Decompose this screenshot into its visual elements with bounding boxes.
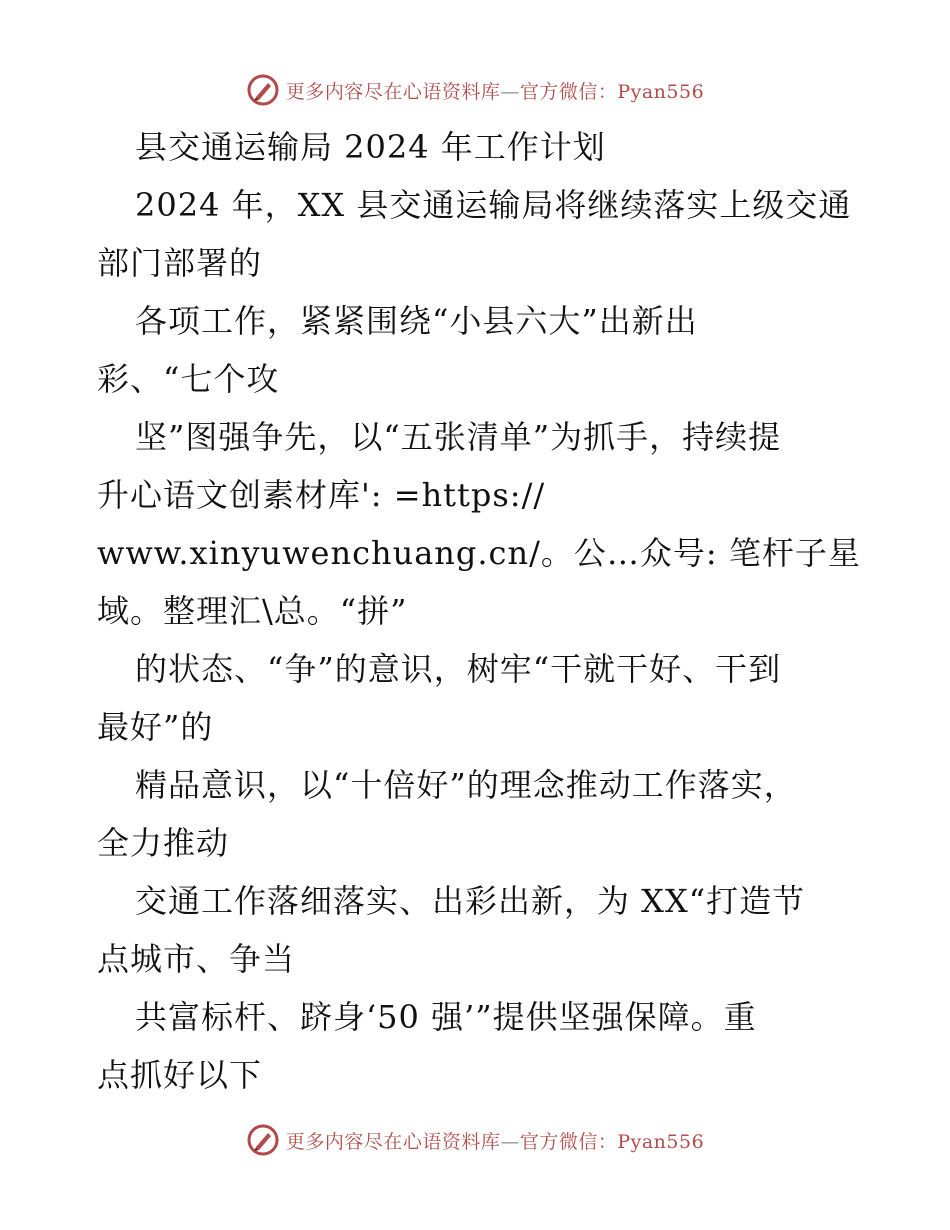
- text-line: 彩、“七个攻: [97, 360, 280, 398]
- watermark-main: 更多内容尽在心语资料库: [285, 1130, 501, 1153]
- pen-logo-icon: [246, 73, 280, 107]
- watermark-dash: —: [500, 1130, 520, 1153]
- watermark-wechat: 官方微信：Pyan556: [519, 1130, 705, 1153]
- text-line: 点城市、争当: [97, 940, 296, 978]
- text-line: 域。整理汇\总。“拼”: [97, 592, 408, 630]
- text-line: 部门部署的: [97, 244, 263, 282]
- pen-logo-icon: [246, 1123, 280, 1157]
- text-line: 全力推动: [97, 824, 230, 862]
- text-line: 共富标杆、跻身‘50 强’”提供坚强保障。重: [135, 998, 757, 1036]
- text-line: 交通工作落细落实、出彩出新，为 XX“打造节: [135, 882, 806, 920]
- text-line: www.xinyuwenchuang.cn/。公…众号: 笔杆子星: [97, 534, 861, 572]
- document-body: [97, 118, 867, 1104]
- text-line: 坚”图强争先，以“五张清单”为抓手，持续提: [135, 418, 782, 456]
- text-line: 最好”的: [97, 708, 214, 746]
- text-line: 点抓好以下: [97, 1056, 263, 1094]
- header-watermark: [0, 70, 950, 110]
- watermark-dash: —: [500, 80, 520, 103]
- watermark-wechat: 官方微信：Pyan556: [519, 80, 705, 103]
- watermark-main: 更多内容尽在心语资料库: [285, 80, 501, 103]
- text-line: 精品意识，以“十倍好”的理念推动工作落实，: [135, 766, 797, 804]
- text-line: 2024 年，XX 县交通运输局将继续落实上级交通: [135, 186, 852, 224]
- watermark-text: [286, 77, 704, 104]
- document-title: 县交通运输局 2024 年工作计划: [135, 128, 606, 166]
- watermark-text: [286, 1127, 704, 1154]
- footer-watermark: [0, 1120, 950, 1160]
- text-line: 各项工作，紧紧围绕“小县六大”出新出: [135, 302, 698, 340]
- text-line: 的状态、“争”的意识，树牢“干就干好、干到: [135, 650, 782, 688]
- text-line: 升心语文创素材库': =https://: [97, 476, 546, 514]
